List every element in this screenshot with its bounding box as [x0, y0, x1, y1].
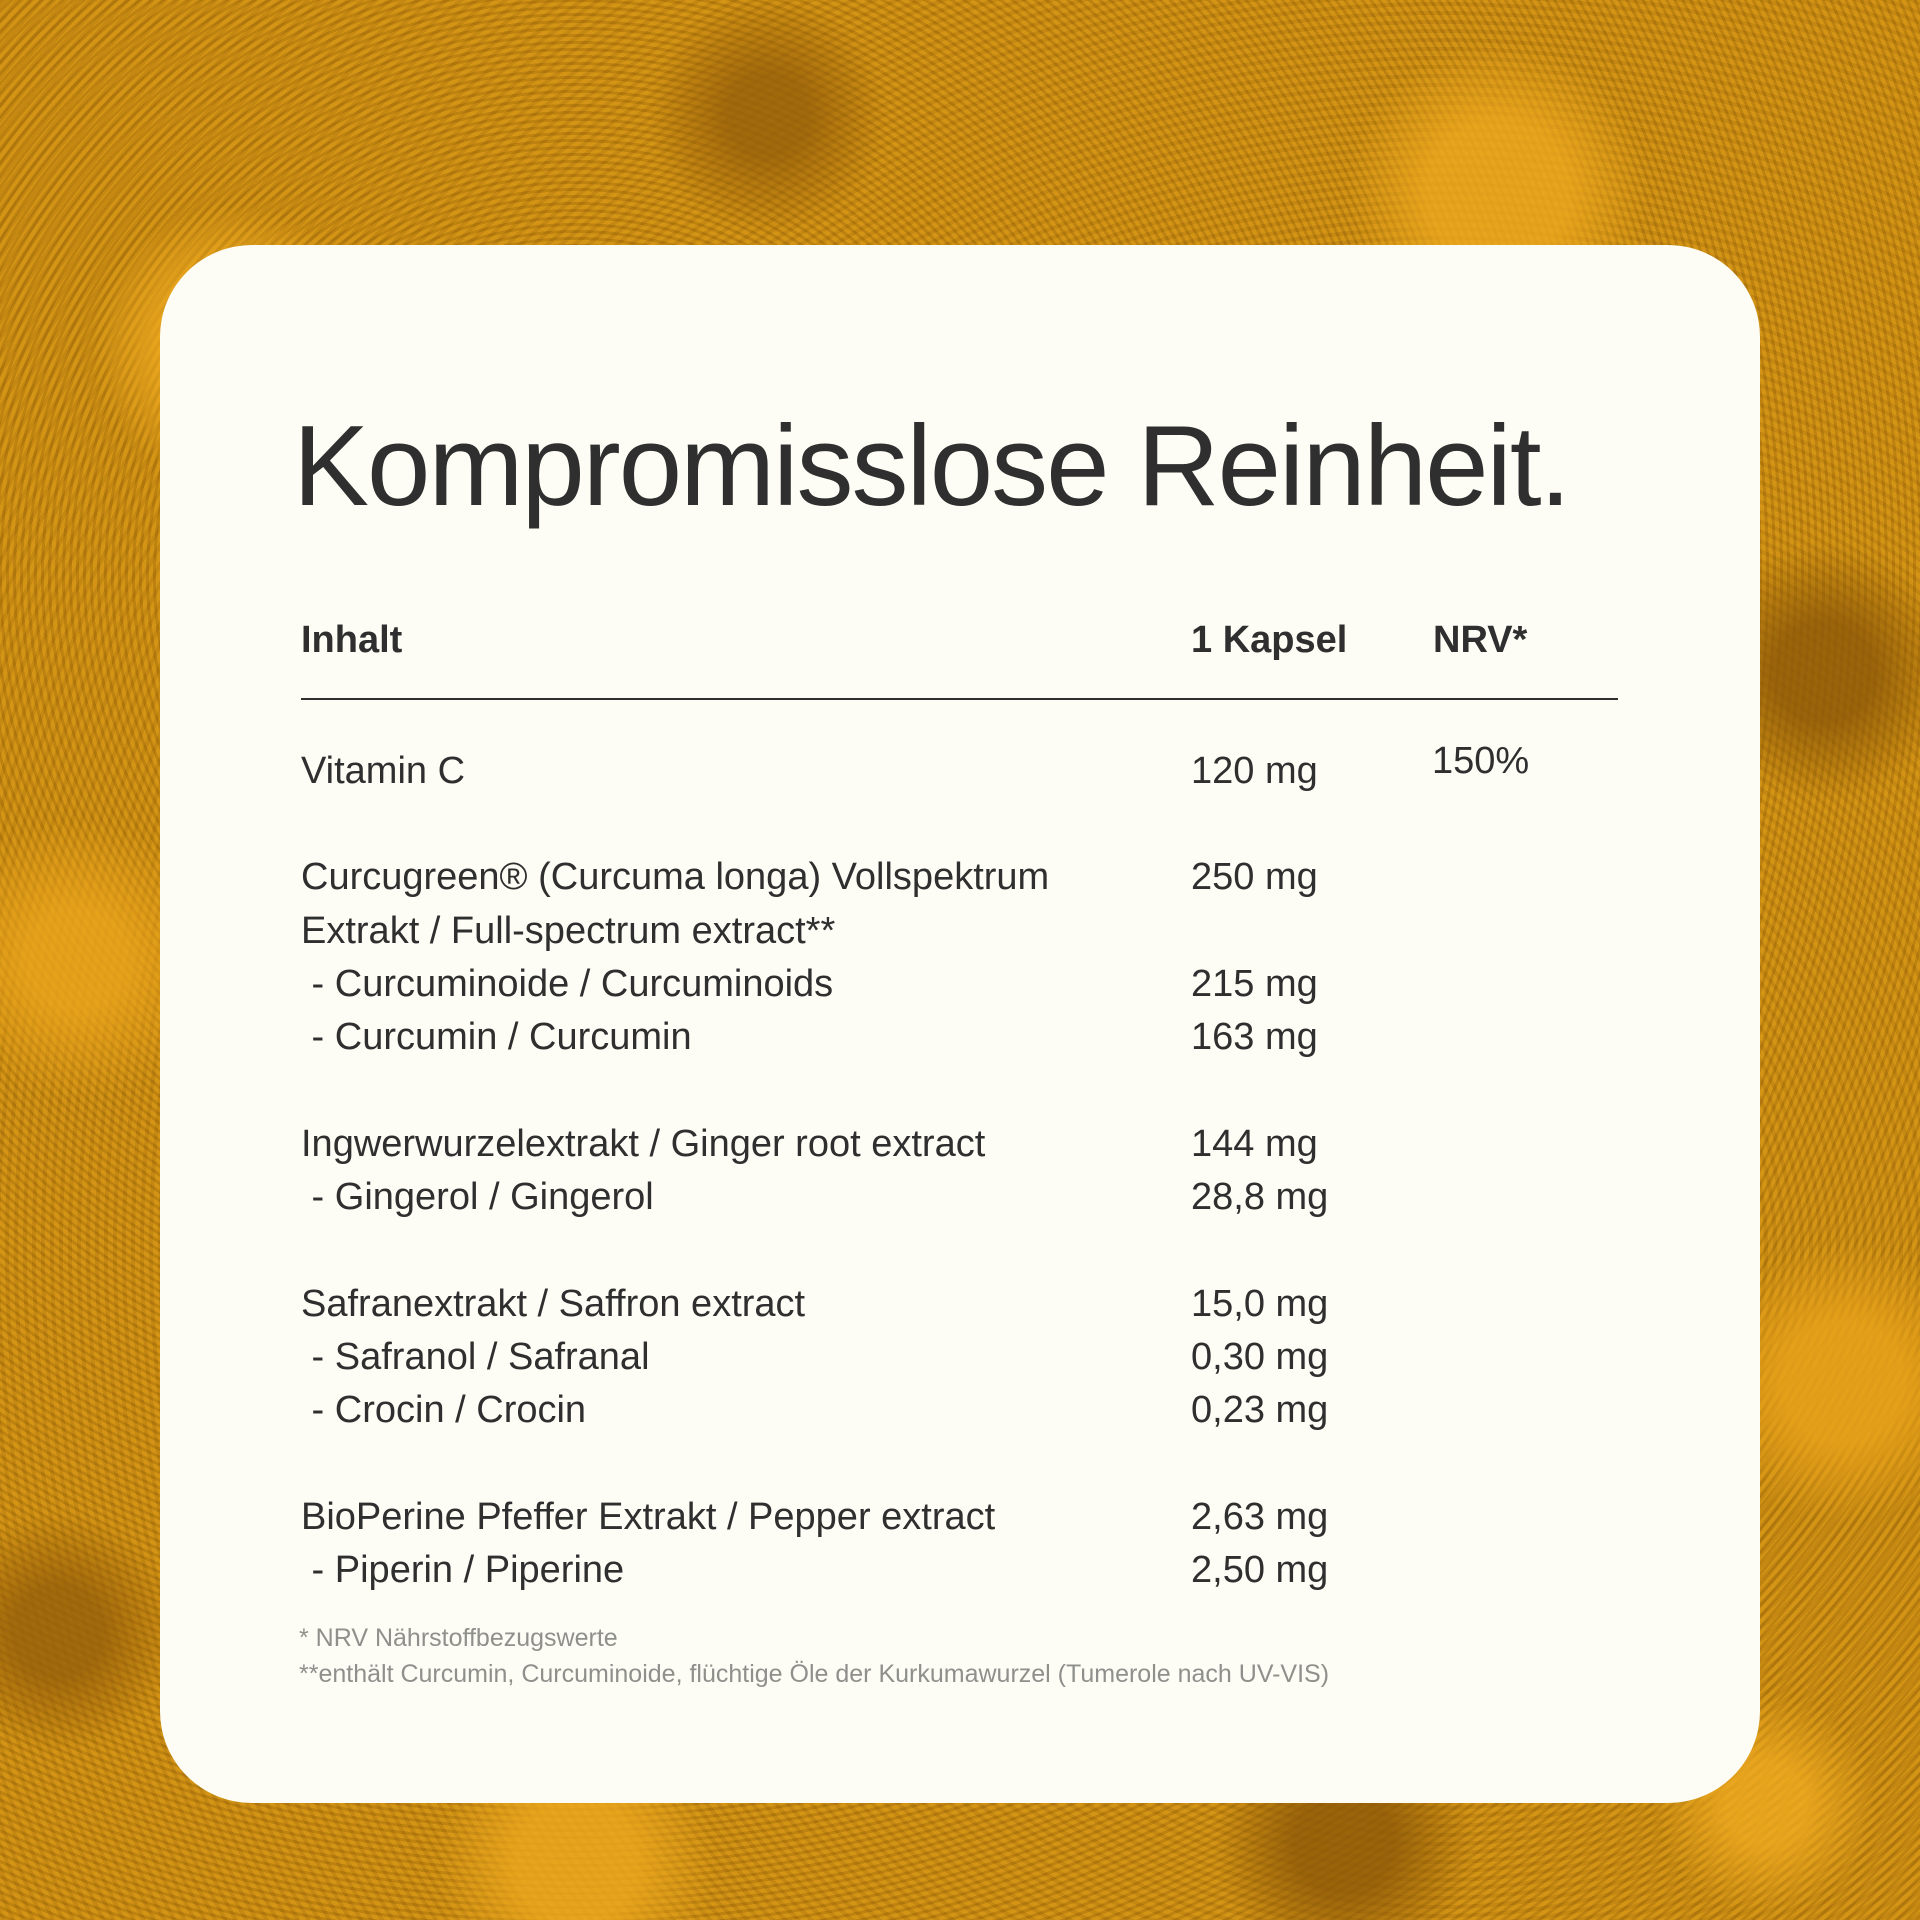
ingredient-name-bioperine: BioPerine Pfeffer Extrakt / Pepper extract	[301, 1496, 996, 1538]
ingredient-name-crocin: - Crocin / Crocin	[301, 1389, 587, 1431]
footnote-nrv: * NRV Nährstoffbezugswerte	[299, 1624, 618, 1652]
column-header-nrv: NRV*	[1433, 619, 1528, 661]
ingredient-name-saffron: Safranextrakt / Saffron extract	[301, 1283, 806, 1325]
ingredient-name-curcugreen: Curcugreen® (Curcuma longa) Vollspektrum	[301, 856, 1050, 898]
ingredient-name-ginger: Ingwerwurzelextrakt / Ginger root extract	[301, 1123, 986, 1165]
ingredient-nrv-vitamin-c: 150%	[1432, 740, 1530, 782]
footnote-extract: **enthält Curcumin, Curcuminoide, flüchtige Öle der Kurkumawurzel (Tumerole nach UV-VIS)	[299, 1660, 1330, 1688]
ingredient-amount-piperine: 2,50 mg	[1191, 1549, 1329, 1591]
header-divider	[301, 698, 1618, 700]
ingredient-name-safranal: - Safranol / Safranal	[301, 1336, 650, 1378]
column-header-per-capsule: 1 Kapsel	[1191, 619, 1348, 661]
ingredient-name-gingerol: - Gingerol / Gingerol	[301, 1176, 654, 1218]
ingredient-amount-vitamin-c: 120 mg	[1191, 750, 1318, 792]
ingredient-name-curcumin: - Curcumin / Curcumin	[301, 1016, 692, 1058]
ingredient-amount-bioperine: 2,63 mg	[1191, 1496, 1329, 1538]
ingredient-amount-safranal: 0,30 mg	[1191, 1336, 1329, 1378]
page-title: Kompromisslose Reinheit.	[293, 403, 1570, 530]
ingredient-name-curcugreen-continued: Extrakt / Full-spectrum extract**	[301, 910, 836, 952]
ingredient-name-vitamin-c: Vitamin C	[301, 750, 466, 792]
ingredient-name-curcuminoids: - Curcuminoide / Curcuminoids	[301, 963, 834, 1005]
ingredient-amount-ginger: 144 mg	[1191, 1123, 1318, 1165]
ingredient-amount-gingerol: 28,8 mg	[1191, 1176, 1329, 1218]
column-header-content: Inhalt	[301, 619, 403, 661]
ingredient-amount-curcugreen: 250 mg	[1191, 856, 1318, 898]
ingredient-amount-crocin: 0,23 mg	[1191, 1389, 1329, 1431]
ingredient-amount-curcuminoids: 215 mg	[1191, 963, 1318, 1005]
ingredient-name-piperine: - Piperin / Piperine	[301, 1549, 625, 1591]
ingredient-amount-curcumin: 163 mg	[1191, 1016, 1318, 1058]
ingredient-amount-saffron: 15,0 mg	[1191, 1283, 1329, 1325]
